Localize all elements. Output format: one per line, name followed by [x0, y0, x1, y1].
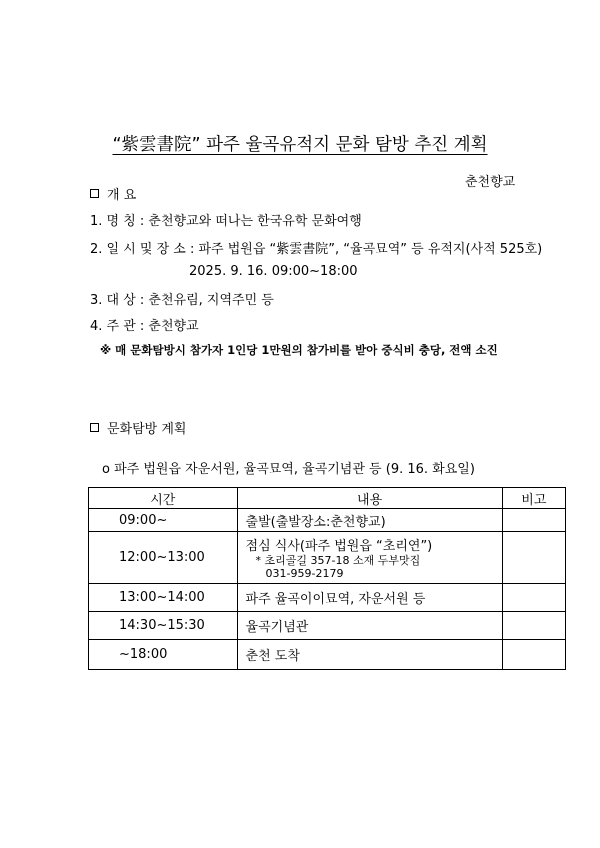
- row-time: 14:30~15:30: [89, 612, 238, 640]
- row-content: 출발(출발장소:춘천향교): [237, 509, 502, 532]
- row-content-phone: 031-959-2179: [265, 567, 344, 580]
- checkbox-square-icon: [90, 189, 99, 198]
- schedule-table: [88, 487, 566, 670]
- route-line: o 파주 법원읍 자운서원, 율곡묘역, 율곡기념관 등 (9. 16. 화요일): [102, 462, 475, 477]
- organization-name: 춘천향교: [465, 175, 516, 190]
- row-content: 춘천 도착: [237, 640, 502, 670]
- row-remark: [502, 640, 565, 670]
- row-remark: [502, 532, 565, 584]
- overview-item-datetime-place: 2. 일 시 및 장 소 : 파주 법원읍 “紫雲書院”, “율곡묘역” 등 유적지(사적 525호): [90, 242, 543, 257]
- table-row: [89, 640, 566, 670]
- overview-item-host: 4. 주 관 : 춘천향교: [90, 319, 199, 334]
- row-time: ~18:00: [89, 640, 238, 670]
- checkbox-square-icon: [90, 423, 99, 432]
- row-time: 12:00~13:00: [89, 532, 238, 584]
- document-title: “紫雲書院” 파주 율곡유적지 문화 탐방 추진 계획: [112, 135, 488, 155]
- row-content-main: 점심 식사(파주 법원읍 “초리연”): [245, 539, 433, 554]
- table-row: [89, 509, 566, 532]
- overview-item-name: 1. 명 칭 : 춘천향교와 떠나는 한국유학 문화여행: [90, 214, 362, 229]
- header-time: 시간: [89, 488, 238, 509]
- row-remark: [502, 584, 565, 612]
- row-content-address: * 초리골길 357-18 소재 두부맛집: [255, 554, 421, 567]
- table-row: [89, 532, 566, 584]
- table-header-row: [89, 488, 566, 509]
- header-content: 내용: [237, 488, 502, 509]
- plan-heading: 문화탐방 계획: [90, 418, 186, 437]
- row-remark: [502, 612, 565, 640]
- header-remark: 비고: [502, 488, 565, 509]
- overview-heading: 개 요: [90, 184, 136, 203]
- table-row: [89, 612, 566, 640]
- table-row: [89, 584, 566, 612]
- overview-item-date: 2025. 9. 16. 09:00~18:00: [189, 264, 358, 279]
- row-time: 13:00~14:00: [89, 584, 238, 612]
- row-remark: [502, 509, 565, 532]
- row-content: [237, 532, 502, 584]
- row-content: 파주 율곡이이묘역, 자운서원 등: [237, 584, 502, 612]
- row-content: 율곡기념관: [237, 612, 502, 640]
- row-time: 09:00~: [89, 509, 238, 532]
- fee-note: ※ 매 문화탐방시 참가자 1인당 1만원의 참가비를 받아 중식비 충당, 전액 소진: [100, 343, 498, 357]
- overview-item-target: 3. 대 상 : 춘천유림, 지역주민 등: [90, 293, 274, 308]
